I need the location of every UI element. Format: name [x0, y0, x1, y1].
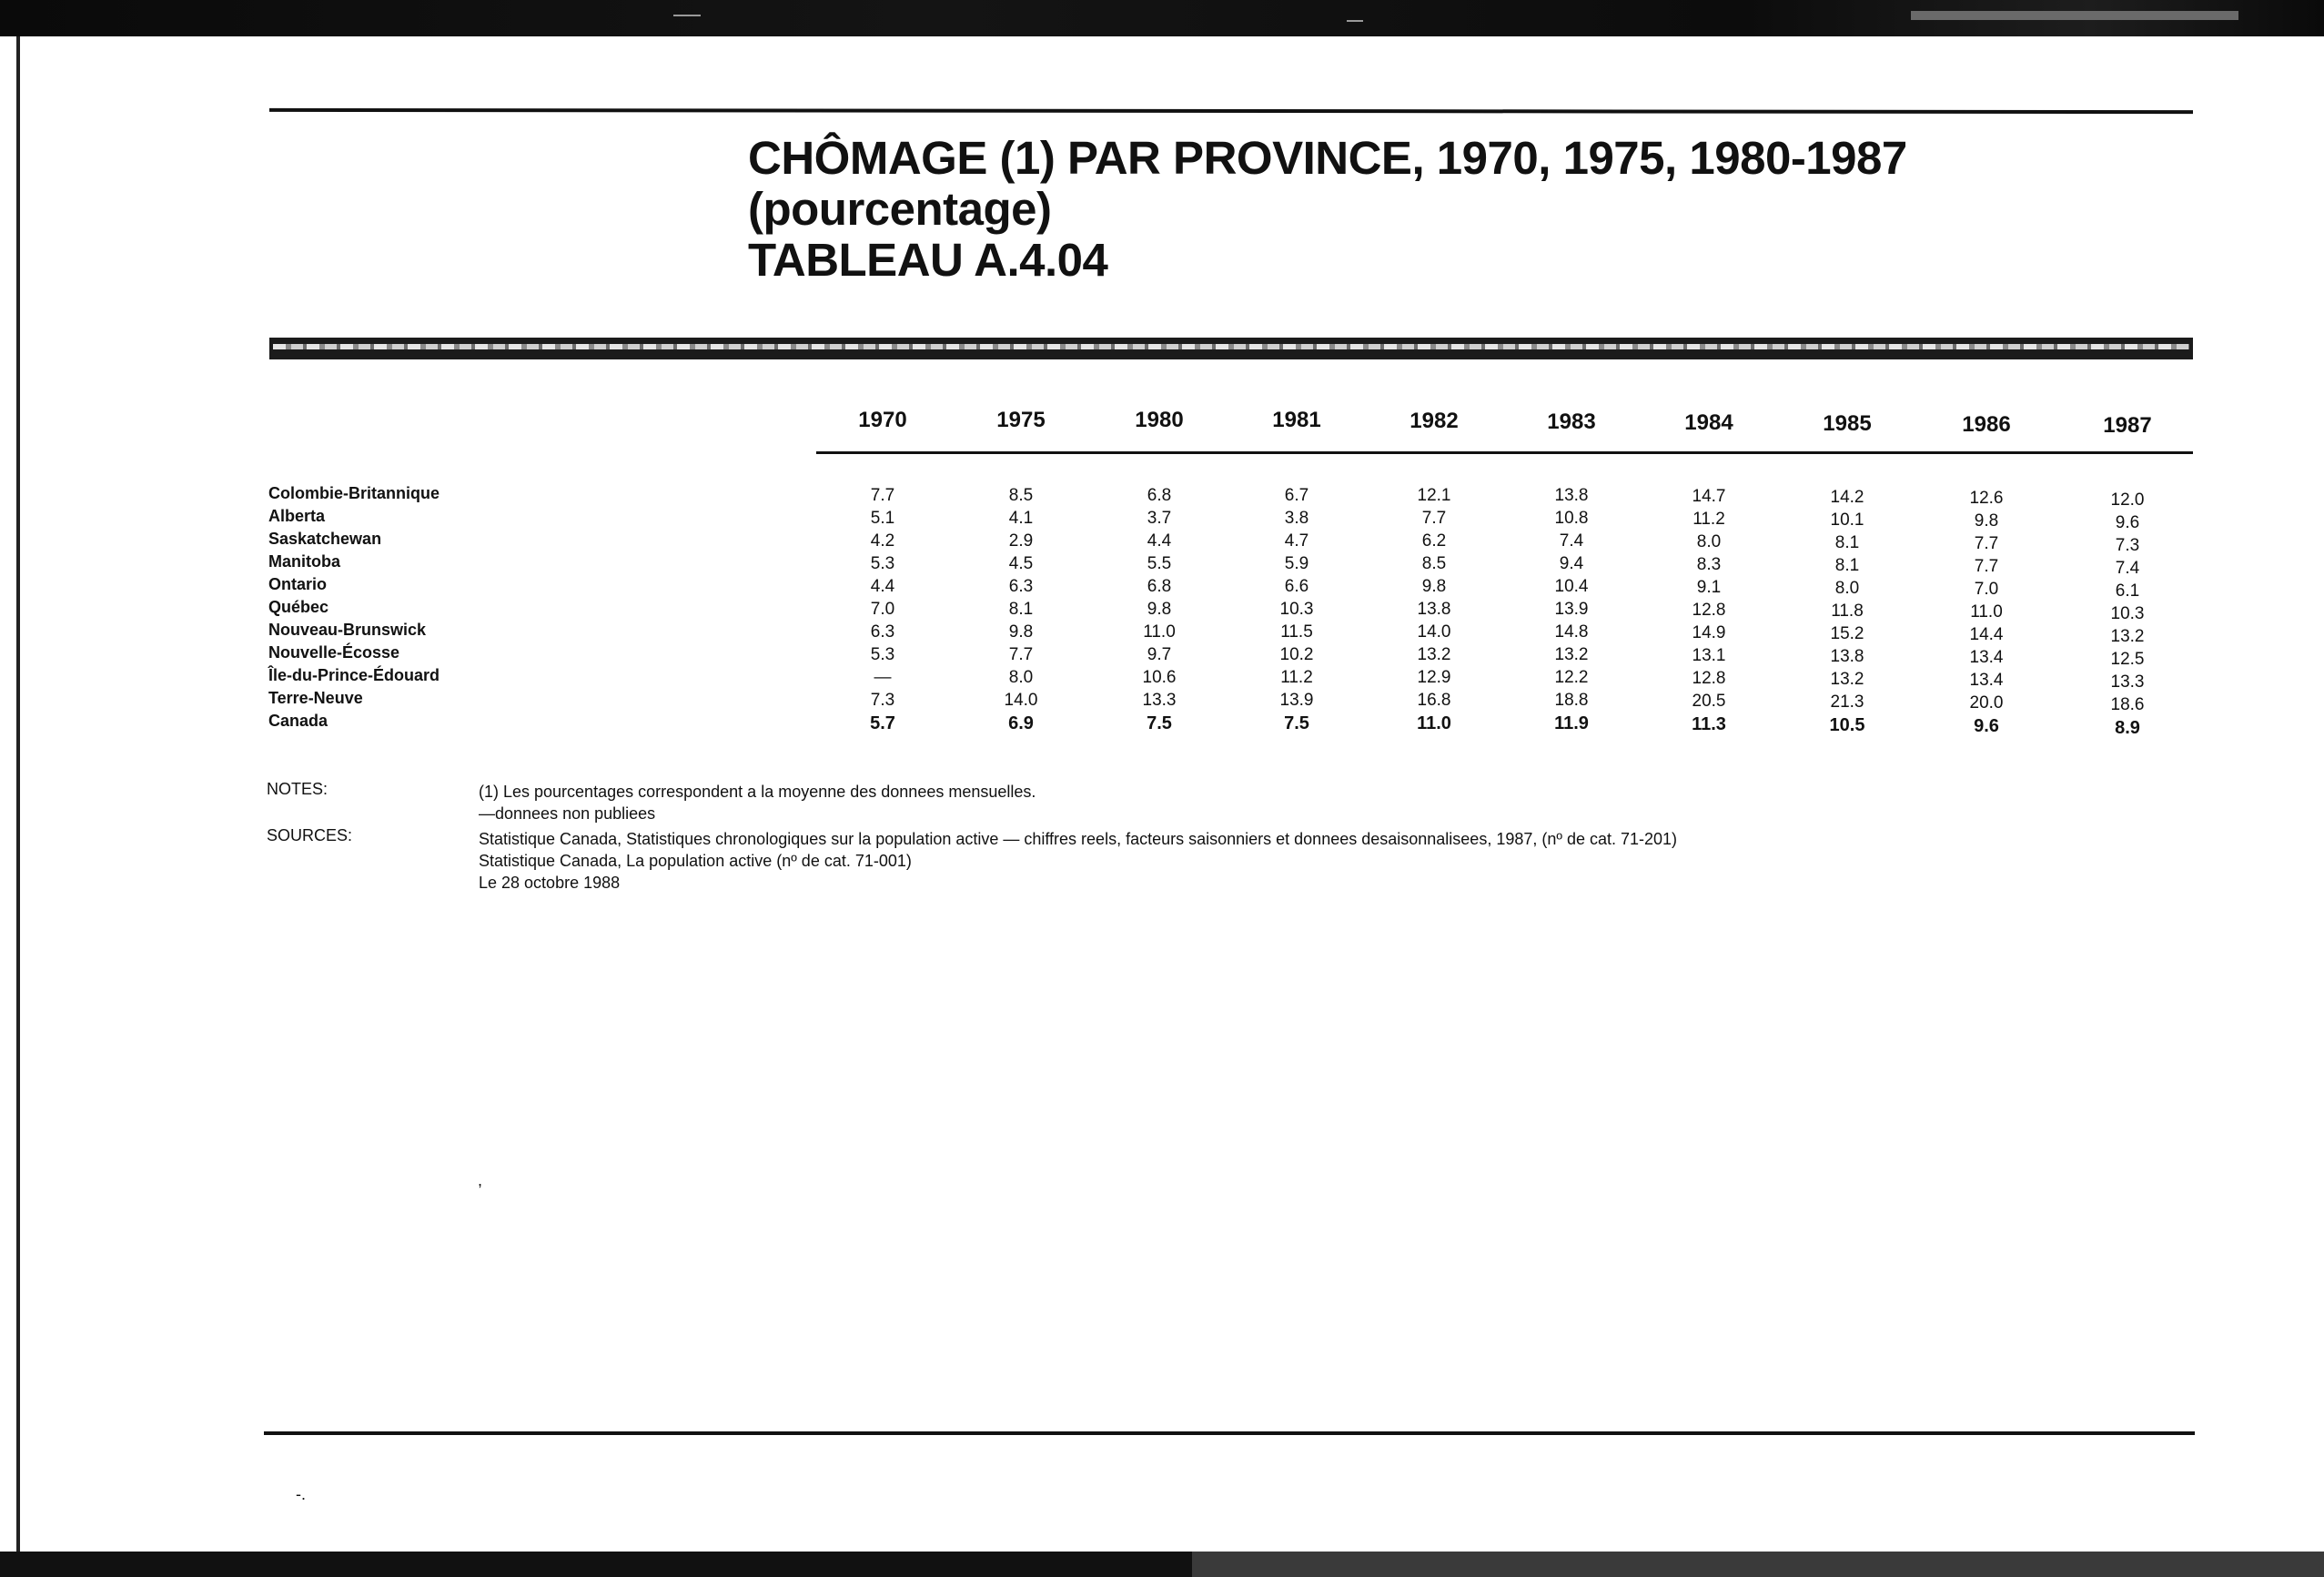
table-cell: 7.3 [870, 691, 895, 710]
table-cell: 10.6 [1142, 668, 1177, 687]
year-header: 1987 [2103, 413, 2152, 438]
table-cell: 8.0 [1834, 579, 1860, 598]
table-cell: 10.5 [1829, 715, 1865, 735]
province-label: Ontario [268, 575, 328, 593]
table-cell: 14.9 [1692, 623, 1726, 642]
year-header: 1970 [858, 408, 907, 432]
year-header: 1986 [1962, 412, 2011, 437]
stray-mark: , [478, 1171, 483, 1189]
table-cell: 11.0 [1417, 713, 1451, 733]
table-cell: 13.3 [2110, 672, 2145, 692]
province-label: Colombie-Britannique [268, 484, 440, 502]
table-cell: 13.2 [1417, 645, 1451, 664]
table-cell: 11.0 [1970, 602, 2003, 622]
table-cell: 5.3 [870, 645, 895, 664]
province-label: Nouveau-Brunswick [268, 621, 427, 639]
table-cell: 14.0 [1417, 622, 1451, 642]
province-label: Manitoba [268, 552, 340, 571]
table-cell: 7.0 [870, 600, 895, 619]
table-cell: 7.7 [1421, 509, 1447, 528]
title-line-1: CHÔMAGE (1) PAR PROVINCE, 1970, 1975, 1980-1987 [748, 132, 1907, 184]
table-cell: 13.2 [1830, 670, 1864, 689]
table-cell: 12.8 [1692, 601, 1726, 620]
table-cell: 14.0 [1004, 691, 1038, 710]
table-cell: 6.8 [1147, 577, 1172, 596]
year-header: 1985 [1823, 411, 1872, 436]
sources-label: SOURCES: [267, 826, 353, 844]
table-cell: 13.9 [1554, 600, 1589, 619]
table-cell: 7.4 [2115, 559, 2140, 578]
table-cell: 16.8 [1417, 691, 1451, 710]
scan-border-top [0, 0, 2324, 36]
year-header: 1980 [1135, 408, 1184, 432]
notes-label: NOTES: [267, 780, 328, 798]
province-label: Canada [268, 712, 328, 730]
year-header: 1981 [1272, 408, 1321, 432]
table-cell: 13.8 [1417, 600, 1451, 619]
table-cell: 7.4 [1559, 531, 1584, 551]
table-cell: 14.7 [1692, 487, 1726, 506]
table-cell: 6.7 [1284, 486, 1309, 505]
table-cell: 6.8 [1147, 486, 1172, 505]
table-cell: 14.2 [1830, 488, 1864, 507]
province-label: Terre-Neuve [268, 689, 363, 707]
province-label: Alberta [268, 507, 326, 525]
table-cell: 8.1 [1008, 600, 1034, 619]
source-3: Le 28 octobre 1988 [479, 874, 621, 892]
year-header: 1982 [1410, 409, 1459, 433]
table-cell: 7.3 [2115, 536, 2140, 555]
scan-speck [1347, 20, 1363, 22]
table-cell: 9.8 [1421, 577, 1447, 596]
table-cell: 13.2 [2110, 627, 2145, 646]
scan-border-left [16, 36, 20, 1552]
table-cell: 9.4 [1559, 554, 1584, 573]
table-cell: 12.0 [2110, 490, 2145, 510]
document-title [748, 133, 1907, 286]
table-cell: 12.1 [1417, 486, 1451, 505]
table-cell: 4.5 [1008, 554, 1034, 573]
table-cell: 14.8 [1554, 622, 1589, 642]
table-cell: 5.5 [1147, 554, 1172, 573]
source-2: Statistique Canada, La population active (nº de cat. 71-001) [479, 852, 912, 870]
table-cell: 6.3 [1008, 577, 1034, 596]
table-cell: 11.2 [1692, 510, 1725, 529]
table-cell: 9.8 [1974, 511, 1999, 531]
table-cell: 7.7 [1974, 557, 1999, 576]
table-cell: 7.5 [1284, 713, 1309, 733]
table-cell: 13.4 [1969, 648, 2004, 667]
province-label: Saskatchewan [268, 530, 382, 548]
table-cell: 6.9 [1008, 713, 1034, 733]
table-cell: 7.7 [1974, 534, 1999, 553]
table-cell: 12.6 [1969, 489, 2004, 508]
table-cell: 11.5 [1280, 622, 1313, 642]
table-cell: 9.8 [1008, 622, 1034, 642]
table-cell: 11.9 [1554, 713, 1589, 733]
table-cell: 7.5 [1147, 713, 1172, 733]
scan-speck [1911, 11, 2238, 20]
year-header: 1983 [1547, 409, 1596, 434]
table-cell: 4.1 [1008, 509, 1034, 528]
year-header: 1975 [996, 408, 1046, 432]
table-cell: 12.8 [1692, 669, 1726, 688]
table-cell: 8.5 [1421, 554, 1447, 573]
table-cell: 12.2 [1554, 668, 1589, 687]
table-cell: 11.0 [1143, 622, 1176, 642]
table-cell: 8.5 [1008, 486, 1034, 505]
table-cell: 20.0 [1969, 693, 2004, 713]
table-cell: 11.3 [1692, 714, 1726, 734]
table-cell: 5.9 [1284, 554, 1309, 573]
bottom-rule [264, 1431, 2195, 1435]
table-cell: 6.3 [870, 622, 895, 642]
table-cell: 13.8 [1830, 647, 1864, 666]
table-cell: 8.9 [2115, 718, 2140, 738]
top-rule [269, 108, 2193, 114]
stray-mark: -. [296, 1485, 306, 1503]
table-cell: 13.3 [1142, 691, 1177, 710]
table-cell: 7.7 [870, 486, 895, 505]
table-cell: 10.3 [2110, 604, 2145, 623]
table-cell: 4.4 [870, 577, 895, 596]
table-cell: 5.1 [870, 509, 895, 528]
table-cell: 3.8 [1284, 509, 1309, 528]
table-cell: 12.5 [2110, 650, 2145, 669]
table-cell: 9.8 [1147, 600, 1172, 619]
province-label: Île-du-Prince-Édouard [268, 666, 440, 684]
table-cell: 9.6 [2115, 513, 2140, 532]
source-1: Statistique Canada, Statistiques chronologiques sur la population active — chiffres reels, facteurs saisonniers et donnees desaisonnalisees, 1987, (nº de cat. 71-201) [479, 830, 1678, 848]
table-cell: 6.6 [1284, 577, 1309, 596]
table-cell: 8.0 [1696, 532, 1722, 551]
table-cell: 12.9 [1417, 668, 1451, 687]
table-cell: 15.2 [1830, 624, 1864, 643]
note-1: (1) Les pourcentages correspondent a la moyenne des donnees mensuelles. [479, 783, 1036, 801]
table-cell: 9.7 [1147, 645, 1172, 664]
table-cell: 11.8 [1831, 601, 1864, 621]
table-cell: 10.2 [1279, 645, 1314, 664]
table-cell: 4.4 [1147, 531, 1172, 551]
province-label: Nouvelle-Écosse [268, 643, 400, 662]
table-cell: 11.2 [1280, 668, 1313, 687]
table-cell: 9.6 [1974, 716, 1999, 736]
header-rule [816, 451, 2193, 454]
table-cell: 18.8 [1554, 691, 1589, 710]
table-cell: 20.5 [1692, 692, 1726, 711]
table-cell: 13.8 [1554, 486, 1589, 505]
table-cell: 5.3 [870, 554, 895, 573]
table-cell: 6.2 [1421, 531, 1447, 551]
table-cell: 21.3 [1830, 692, 1864, 712]
table-cell: 8.1 [1834, 556, 1860, 575]
table-cell: 8.0 [1008, 668, 1034, 687]
thick-rule [269, 338, 2193, 359]
table-cell: 4.2 [870, 531, 895, 551]
table-cell: 3.7 [1147, 509, 1172, 528]
table-cell: 10.1 [1830, 511, 1864, 530]
title-line-3: TABLEAU A.4.04 [748, 234, 1108, 286]
scan-border-bottom [0, 1552, 2324, 1577]
scan-border-bottom-light [1192, 1552, 2324, 1577]
table-cell: 9.1 [1696, 578, 1722, 597]
year-header: 1984 [1684, 410, 1733, 435]
title-line-2: (pourcentage) [748, 183, 1052, 235]
table-cell: 10.8 [1554, 509, 1589, 528]
table-cell: 7.7 [1008, 645, 1034, 664]
table-cell: 7.0 [1974, 580, 1999, 599]
table-cell: 13.2 [1554, 645, 1589, 664]
table-cell: 5.7 [870, 713, 895, 733]
table-cell: 6.1 [2115, 581, 2140, 601]
table-cell: 18.6 [2110, 695, 2145, 714]
province-label: Québec [268, 598, 329, 616]
table-cell: 8.1 [1834, 533, 1860, 552]
note-2: —donnees non publiees [479, 804, 656, 823]
scan-speck [673, 15, 701, 16]
table-cell: 10.4 [1554, 577, 1589, 596]
table-cell: 13.9 [1279, 691, 1314, 710]
table-cell: 4.7 [1284, 531, 1309, 551]
table-cell: 8.3 [1696, 555, 1722, 574]
table-cell: 10.3 [1279, 600, 1314, 619]
table-cell: 13.1 [1692, 646, 1726, 665]
table-cell: 13.4 [1969, 671, 2004, 690]
table-cell: — [874, 668, 892, 687]
table-cell: 2.9 [1008, 531, 1034, 551]
table-cell: 14.4 [1969, 625, 2004, 644]
